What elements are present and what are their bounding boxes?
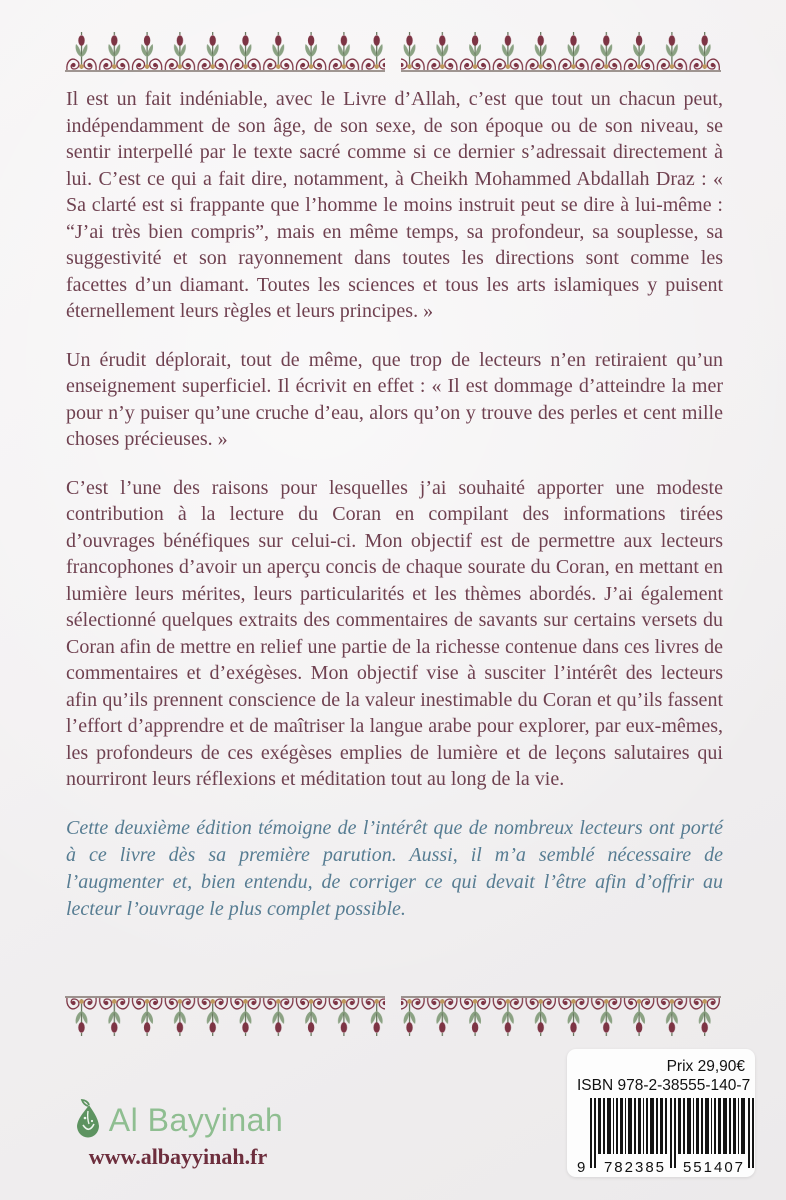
paragraph-1: Il est un fait indéniable, avec le Livre d’Allah, c’est que tout un chacun peut, indépendamment de son âge, de son sexe, de son époque ou de son niveau, se sentir interpellé par le texte sacré comme si ce dernier s’adressait directement à lui. C’est ce qui a fait dire, notamment, à Cheikh Mohammed Abdallah Draz : « Sa clarté est si frappante que l’homme le moins instruit peut se dire à lui-même : “J’ai très bien compris”, mais en même temps, sa profondeur, sa souplesse, sa suggestivité et son rayonnement dans toutes les directions sont comme les facettes d’un diamant. Toutes les sciences et tous les arts islamiques y puisent éternellement leurs règles et leurs principes. » [66, 88, 723, 322]
barcode-digits-right: 551407 [682, 1159, 746, 1176]
isbn-label: ISBN 978-2-38555-140-7 [577, 1077, 751, 1094]
ornament-top-border [65, 31, 721, 75]
barcode-sticker [567, 1049, 755, 1177]
back-cover-text [66, 86, 723, 945]
edition-note: Cette deuxième édition témoigne de l’intérêt que de nombreux lecteurs ont porté à ce livre dès sa première parution. Aussi, il m’a semblé nécessaire de l’augmenter et, bien entendu, de corriger ce qui devait l’être afin d’offrir au lecteur l’ouvrage le plus complet possible. [66, 816, 723, 920]
barcode [577, 1098, 745, 1184]
paragraph-3: C’est l’une des raisons pour lesquelles j’ai souhaité apporter une modeste contribution à la lecture du Coran en compilant des informations tirées d’ouvrages bénéfiques sur celui-ci. Mon objectif est de permettre aux lecteurs francophones d’avoir un aperçu concis de chaque sourate du Coran, en mettant en lumière leurs mérites, leurs particularités et les thèmes abordés. J’ai également sélectionné quelques extraits des commentaires de savants sur certains versets du Coran afin de mettre en relief une partie de la richesse contenue dans ces livres de commentaires et d’exégèses. Mon objectif vise à susciter l’intérêt des lecteurs afin qu’ils prennent conscience de la valeur inestimable du Coran et qu’ils fassent l’effort d’apprendre et de maîtriser la langue arabe pour explorer, par eux-mêmes, les profondeurs de ces exégèses emplies de lumière et de leçons salutaires qui nourriront leurs réflexions et méditation tout au long de la vie. [66, 476, 723, 790]
barcode-digit-lead: 9 [577, 1159, 588, 1176]
publisher-website: www.albayyinah.fr [88, 1144, 268, 1169]
barcode-digits-left: 782385 [603, 1159, 667, 1176]
publisher-name: Al Bayyinah [108, 1101, 284, 1138]
logo-drop-icon [73, 1098, 103, 1142]
publisher-logo [58, 1098, 298, 1170]
paragraph-2: Un érudit déplorait, tout de même, que trop de lecteurs n’en retiraient qu’un enseignement superficiel. Il écrivit en effet : « Il est dommage d’atteindre la mer pour n’y puiser qu’une cruche d’eau, alors qu’on y trouve des perles et cent mille choses précieuses. » [66, 348, 723, 450]
price-label: Prix 29,90€ [666, 1058, 745, 1075]
ornament-bottom-border [65, 993, 721, 1037]
